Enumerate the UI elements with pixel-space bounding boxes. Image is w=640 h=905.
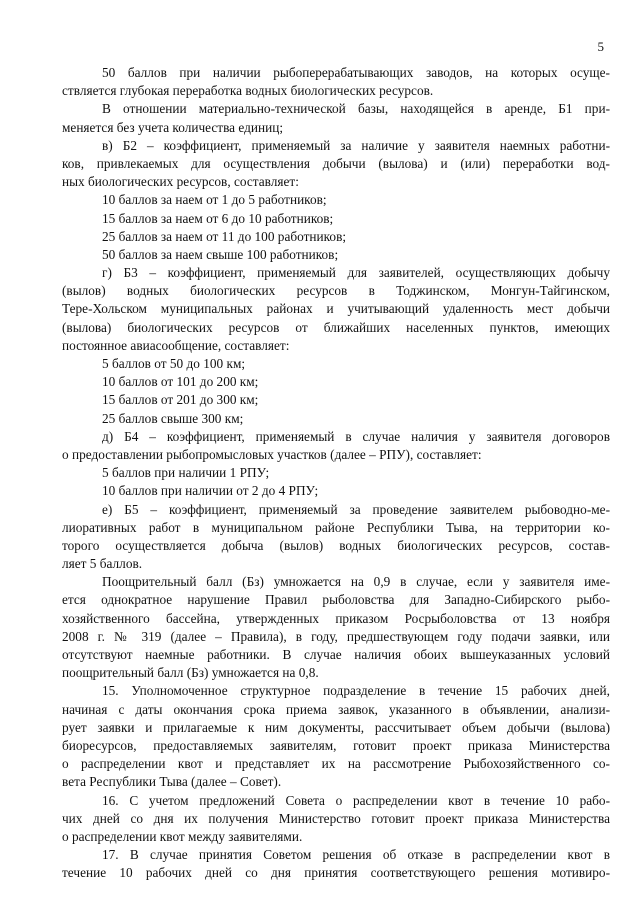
text-line: 16. С учетом предложений Совета о распределении квот в течение 10 рабо- (102, 792, 610, 808)
text-line: ляет 5 баллов. (62, 556, 143, 572)
document-body (62, 64, 610, 882)
text-line: В отношении материально-технической базы, находящейся в аренде, Б1 при- (102, 101, 610, 117)
text-line: торого осуществляется добыча (вылов) водных биологических ресурсов, состав- (62, 537, 610, 553)
text-line: вета Республики Тыва (далее – Совет). (62, 774, 282, 790)
text-line: биоресурсов, предоставляемых заявителям, готовит проект приказа Министерства (62, 737, 610, 753)
text-line: 15 баллов от 201 до 300 км; (102, 392, 259, 408)
text-line: 10 баллов от 101 до 200 км; (102, 374, 259, 390)
page-number: 5 (597, 39, 604, 54)
text-line: 2008 г. № 319 (далее – Правила), в году, предшествующем году подачи заявки, или (62, 628, 610, 644)
text-line: хозяйственного бассейна, утвержденных приказом Росрыболовства от 13 ноября (62, 610, 610, 626)
text-line: (вылов) водных биологических ресурсов в Тоджинском, Монгун-Тайгинском, (62, 283, 610, 299)
text-line: меняется без учета количества единиц; (62, 119, 284, 135)
text-line: 50 баллов при наличии рыбоперерабатывающих заводов, на которых осуще- (102, 65, 610, 80)
text-line: 25 баллов за наем от 11 до 100 работников; (102, 228, 347, 244)
text-line: поощрительный балл (Бз) умножается на 0,8. (62, 665, 319, 681)
text-line: ков, привлекаемых для осуществления добычи (вылова) и (или) переработки вод- (62, 155, 610, 171)
text-line: о распределении квот между заявителями. (62, 828, 303, 844)
text-line: г) Б3 – коэффициент, применяемый для заявителей, осуществляющих добычу (102, 265, 610, 281)
text-line: постоянное авиасообщение, составляет: (62, 337, 290, 353)
text-line: ных биологических ресурсов, составляет: (62, 174, 299, 190)
text-line: 10 баллов за наем от 1 до 5 работников; (102, 192, 327, 208)
text-line: 15. Уполномоченное структурное подразделение в течение 15 рабочих дней, (102, 683, 610, 699)
text-line: ется однократное нарушение Правил рыболовства для Западно-Сибирского рыбо- (62, 592, 610, 608)
text-line: д) Б4 – коэффициент, применяемый в случае наличия у заявителя договоров (102, 428, 610, 444)
text-line: о распределении квот и представляет их на рассмотрение Рыбохозяйственного со- (62, 756, 610, 772)
text-line: чих дней со дня их получения Министерство готовит проект приказа Министерства (62, 810, 610, 826)
text-line: 5 баллов при наличии 1 РПУ; (102, 465, 270, 481)
text-line: ствляется глубокая переработка водных биологических ресурсов. (62, 83, 434, 99)
text-line: о предоставлении рыбопромысловых участков (далее – РПУ), составляет: (62, 446, 482, 462)
text-line: 50 баллов за наем свыше 100 работников; (102, 246, 339, 262)
text-line: отсутствуют наемные работники. В случае наличия обоих вышеуказанных условий (62, 647, 610, 662)
text-line: рует заявки и прилагаемые к ним документы, рассчитывает объем добычи (вылова) (62, 719, 610, 735)
text-line: Тере-Хольском муниципальных районах и учитывающий удаленность мест добычи (62, 301, 610, 317)
text-line: 5 баллов от 50 до 100 км; (102, 356, 246, 371)
text-line: начиная с даты окончания срока приема заявок, указанного в объявлении, анализи- (62, 701, 610, 717)
text-line: течение 10 рабочих дней со дня принятия соответствующего решения мотивиро- (62, 865, 610, 881)
text-line: 15 баллов за наем от 6 до 10 работников; (102, 210, 334, 226)
text-line: лиоративных работ в муниципальном районе Республики Тыва, на территории ко- (62, 519, 610, 535)
text-line: в) Б2 – коэффициент, применяемый за наличие у заявителя наемных работни- (102, 137, 610, 153)
text-line: е) Б5 – коэффициент, применяемый за проведение заявителем рыбоводно-ме- (102, 501, 610, 517)
text-line: 17. В случае принятия Советом решения об отказе в распределении квот в (102, 847, 610, 863)
text-line: Поощрительный балл (Бз) умножается на 0,9 в случае, если у заявителя име- (102, 574, 610, 590)
text-line: (вылова) биологических ресурсов от ближайших населенных пунктов, имеющих (62, 319, 610, 335)
text-line: 25 баллов свыше 300 км; (102, 410, 244, 426)
text-line: 10 баллов при наличии от 2 до 4 РПУ; (102, 483, 319, 499)
